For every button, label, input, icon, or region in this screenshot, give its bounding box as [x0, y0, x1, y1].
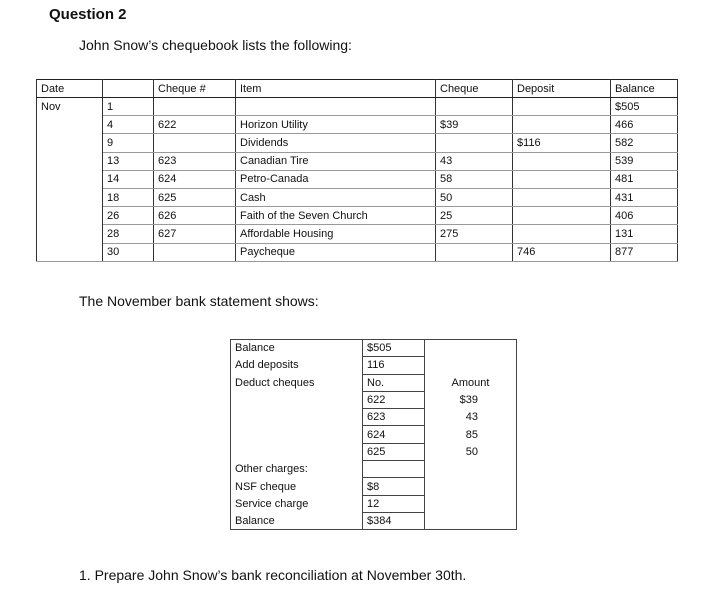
header-date: Date	[37, 80, 103, 98]
cell-cheque	[436, 98, 513, 116]
cell-cheque: 50	[436, 188, 513, 206]
stmt-label-cell	[231, 391, 363, 408]
cell-balance: 582	[611, 134, 678, 152]
cell-item: Cash	[236, 188, 436, 206]
cell-month	[37, 207, 103, 225]
statement-label: The November bank statement shows:	[79, 293, 319, 309]
table-row	[231, 409, 517, 426]
table-row	[37, 116, 678, 134]
cell-cheque-no: 626	[154, 207, 236, 225]
cell-cheque	[436, 243, 513, 261]
intro-text: John Snow’s chequebook lists the following:	[79, 37, 352, 53]
cell-month	[37, 243, 103, 261]
stmt-amount-cell: 43	[425, 409, 517, 426]
cell-deposit	[513, 116, 611, 134]
stmt-value-cell: 623	[363, 409, 425, 426]
header-cheque: Cheque	[436, 80, 513, 98]
table-row	[231, 357, 517, 374]
table-row	[37, 225, 678, 243]
cell-cheque-no: 622	[154, 116, 236, 134]
stmt-amount-cell: $39	[425, 391, 517, 408]
cell-deposit	[513, 207, 611, 225]
cell-day: 4	[103, 116, 154, 134]
header-item: Item	[236, 80, 436, 98]
stmt-amount-cell	[425, 478, 517, 495]
cell-cheque-no	[154, 243, 236, 261]
stmt-value-cell: 622	[363, 391, 425, 408]
cell-day: 30	[103, 243, 154, 261]
cell-balance: 539	[611, 152, 678, 170]
table-row	[37, 188, 678, 206]
stmt-value-cell: 12	[363, 495, 425, 512]
cell-item: Faith of the Seven Church	[236, 207, 436, 225]
cell-day: 13	[103, 152, 154, 170]
stmt-label-cell: Balance	[231, 512, 363, 529]
cell-month	[37, 134, 103, 152]
table-row	[231, 461, 517, 478]
cell-cheque: 25	[436, 207, 513, 225]
stmt-label-cell: Balance	[231, 340, 363, 357]
stmt-amount-cell: 50	[425, 443, 517, 460]
cell-deposit	[513, 170, 611, 188]
cell-month	[37, 170, 103, 188]
cell-cheque: 43	[436, 152, 513, 170]
cell-month: Nov	[37, 98, 103, 116]
header-balance: Balance	[611, 80, 678, 98]
stmt-label-cell	[231, 443, 363, 460]
cell-day: 9	[103, 134, 154, 152]
table-row	[37, 170, 678, 188]
stmt-value-cell: 116	[363, 357, 425, 374]
stmt-amount-cell: Amount	[425, 374, 517, 391]
cell-balance: 406	[611, 207, 678, 225]
table-row	[37, 98, 678, 116]
bank-statement-table	[230, 339, 517, 530]
cell-item: Dividends	[236, 134, 436, 152]
stmt-amount-cell	[425, 495, 517, 512]
table-row	[37, 243, 678, 261]
header-cheque-no: Cheque #	[154, 80, 236, 98]
chequebook-table	[36, 79, 678, 262]
cell-balance: 481	[611, 170, 678, 188]
cell-day: 1	[103, 98, 154, 116]
cell-deposit	[513, 152, 611, 170]
header-deposit: Deposit	[513, 80, 611, 98]
cell-deposit	[513, 98, 611, 116]
cell-cheque-no	[154, 134, 236, 152]
table-row	[37, 134, 678, 152]
cell-cheque: 58	[436, 170, 513, 188]
stmt-value-cell	[363, 461, 425, 478]
cell-cheque: 275	[436, 225, 513, 243]
cell-item: Petro-Canada	[236, 170, 436, 188]
table-row	[231, 426, 517, 443]
stmt-label-cell: Other charges:	[231, 461, 363, 478]
stmt-value-cell: $384	[363, 512, 425, 529]
cell-cheque-no: 623	[154, 152, 236, 170]
cell-deposit	[513, 225, 611, 243]
header-day	[103, 80, 154, 98]
table-row	[231, 391, 517, 408]
cell-balance: 431	[611, 188, 678, 206]
cell-cheque: $39	[436, 116, 513, 134]
cell-deposit: $116	[513, 134, 611, 152]
cell-item: Horizon Utility	[236, 116, 436, 134]
cell-month	[37, 116, 103, 134]
table-row	[231, 374, 517, 391]
question-heading: Question 2	[49, 6, 127, 23]
stmt-label-cell: Service charge	[231, 495, 363, 512]
chequebook-header-row	[37, 80, 678, 98]
stmt-value-cell: 624	[363, 426, 425, 443]
cell-balance: $505	[611, 98, 678, 116]
cell-day: 26	[103, 207, 154, 225]
question-prompt: 1. Prepare John Snow’s bank reconciliation at November 30th.	[79, 567, 467, 583]
stmt-label-cell: Add deposits	[231, 357, 363, 374]
table-row	[231, 443, 517, 460]
stmt-amount-cell	[425, 512, 517, 529]
stmt-value-cell: $505	[363, 340, 425, 357]
stmt-value-cell: No.	[363, 374, 425, 391]
stmt-value-cell: $8	[363, 478, 425, 495]
stmt-label-cell: NSF cheque	[231, 478, 363, 495]
stmt-label-cell	[231, 426, 363, 443]
table-row	[231, 340, 517, 357]
cell-cheque-no: 625	[154, 188, 236, 206]
cell-day: 28	[103, 225, 154, 243]
cell-item: Affordable Housing	[236, 225, 436, 243]
cell-deposit	[513, 188, 611, 206]
cell-month	[37, 225, 103, 243]
cell-item	[236, 98, 436, 116]
stmt-amount-cell: 85	[425, 426, 517, 443]
stmt-amount-cell	[425, 461, 517, 478]
cell-month	[37, 188, 103, 206]
stmt-amount-cell	[425, 357, 517, 374]
cell-deposit: 746	[513, 243, 611, 261]
cell-month	[37, 152, 103, 170]
cell-cheque-no: 624	[154, 170, 236, 188]
table-row	[231, 512, 517, 529]
stmt-label-cell: Deduct cheques	[231, 374, 363, 391]
cell-cheque-no	[154, 98, 236, 116]
stmt-value-cell: 625	[363, 443, 425, 460]
table-row	[231, 478, 517, 495]
cell-balance: 131	[611, 225, 678, 243]
cell-item: Paycheque	[236, 243, 436, 261]
cell-day: 14	[103, 170, 154, 188]
table-row	[37, 207, 678, 225]
cell-balance: 877	[611, 243, 678, 261]
cell-day: 18	[103, 188, 154, 206]
cell-cheque	[436, 134, 513, 152]
table-row	[37, 152, 678, 170]
cell-balance: 466	[611, 116, 678, 134]
table-row	[231, 495, 517, 512]
stmt-label-cell	[231, 409, 363, 426]
cell-cheque-no: 627	[154, 225, 236, 243]
stmt-amount-cell	[425, 340, 517, 357]
cell-item: Canadian Tire	[236, 152, 436, 170]
